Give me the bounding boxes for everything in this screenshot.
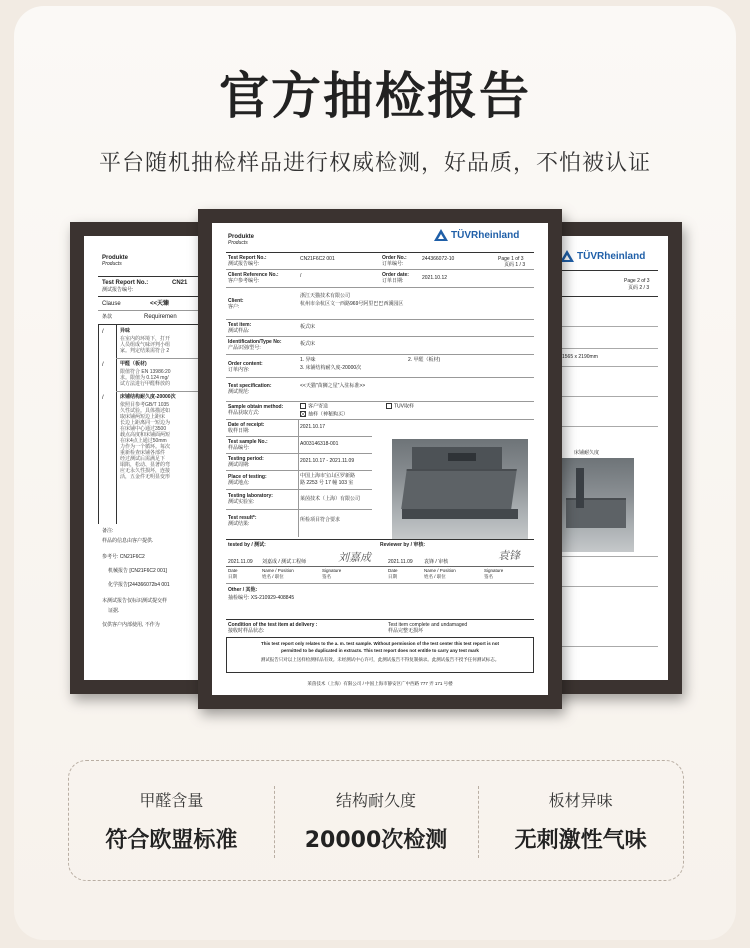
review-date: 2021.11.09	[388, 559, 413, 565]
page-subtitle: 平台随机抽检样品进行权威检测，好品质，不怕被认证	[98, 151, 651, 176]
left-report-no-label: Test Report No.:	[102, 280, 149, 286]
item-cn: 测试样品:	[228, 328, 250, 334]
left-note-1: 参考号: CN21F6C2	[102, 554, 145, 560]
condition-value: Test item complete and undamaged	[388, 622, 468, 628]
client-value: 浙江天猫技术有限公司	[300, 293, 351, 299]
spec-cn: 测试规范:	[228, 389, 250, 395]
feature-odor	[478, 788, 683, 854]
reviewer-signature: 袁锋	[498, 549, 520, 562]
disclaimer-2: permitted to be duplicated in extracts. This test report does not entitle to carry any test mark	[281, 648, 479, 653]
right-photo-caption: 床铺耐久度	[574, 450, 600, 456]
name-cn-1: 姓名 / 职位	[262, 574, 284, 579]
page-number-cn: 页码 1 / 3	[504, 262, 526, 268]
order-content-1: 1. 异味	[300, 357, 316, 363]
period-label: Testing period:	[228, 456, 264, 462]
sign-label-1: Signature	[322, 568, 342, 573]
spec-label: Test specification:	[228, 383, 272, 389]
date-cn-2: 日期	[388, 574, 397, 579]
result-value: 所检项目符合要求	[300, 517, 341, 523]
name-label-2: Name / Position	[424, 568, 456, 573]
order-content-3: 3. 床铺结构耐久度-20000次	[300, 365, 362, 371]
place-value-2: 路 2253 号 17 幢 103 室	[300, 480, 354, 486]
obtain-cn: 样品获取方式:	[228, 410, 260, 416]
right-bed-photo	[562, 458, 634, 552]
feature-value: 无刺激性气味	[514, 827, 647, 853]
item-label: Test item:	[228, 322, 252, 328]
tested-date: 2021.11.09	[228, 559, 253, 565]
date-label-1: Date	[228, 568, 238, 573]
obtain-option-1: 客户寄送	[300, 403, 328, 409]
left-quote: <<天臻	[150, 301, 170, 307]
feature-value: 20000次检测	[304, 827, 448, 853]
report-no-cn: 测试报告编号:	[228, 261, 260, 267]
order-date-value: 2021.10.12	[422, 275, 448, 281]
left-notes-label: 备注:	[102, 528, 114, 534]
date-label-2: Date	[388, 568, 398, 573]
report-no-label: Test Report No.:	[228, 255, 267, 261]
left-note-0: 样品的信息由客户提供.	[102, 538, 154, 544]
sign-label-2: Signature	[484, 568, 504, 573]
page-title: 官方抽检报告	[219, 67, 531, 125]
place-cn: 测试地点:	[228, 480, 250, 486]
right-brand: TÜVRheinland	[577, 250, 646, 262]
left-note-4: 本测试报告仅标识测试提交样	[102, 598, 168, 604]
period-cn: 测试周期:	[228, 462, 250, 468]
left-r1: 异味	[120, 328, 131, 334]
order-content-2: 2. 甲醛（板材)	[408, 357, 441, 363]
feature-label: 板材异味	[548, 790, 613, 810]
reviewer-by-label: Reviewer by / 审核:	[380, 542, 426, 548]
result-label: Test result*:	[228, 515, 257, 521]
left-clause: Clause	[102, 301, 121, 307]
center-header2: Products	[228, 240, 248, 246]
client-ref-value: /	[300, 273, 302, 279]
condition-cn: 接收时样品状态:	[228, 628, 265, 634]
left-report-no-value: CN21	[172, 280, 188, 286]
feature-value: 符合欧盟标准	[105, 827, 238, 853]
other-label: Other / 其他:	[228, 587, 258, 593]
disclaimer-3: 测试报告只对以上送样检测样品有效。未经测试中心许可，此测试报告不得复制摘录。此测试报告不授予任何测试标志。	[260, 657, 500, 662]
name-label-1: Name / Position	[262, 568, 294, 573]
client-cn: 客户:	[228, 304, 240, 310]
bed-sample-photo	[392, 439, 528, 539]
review-name: 袁锋 / 审核	[424, 559, 449, 565]
tested-name: 刘嘉成 / 测试工程师	[262, 559, 307, 565]
left-note-5: 证据.	[108, 608, 120, 614]
sign-cn-1: 签名	[322, 574, 331, 579]
left-report-paper: Produkte Products Test Report No.: CN21 测试报告编号: Clause <<天臻 条款 Requiremen / 异味 在室内的环境下，打开 人员组成气味评判小组 家。判定结果需符合 2 / 甲醛（板材) 限值符合 EN 13986:20 求。限值为 0.124 mg/ 试方法进行甲醛释放的 / 床铺结构耐久度-20000次 依照目参考GB/T 1035 久性试验。具体描述如 取床铺两短边上距床 长边上距离同一短边为 在床铺中心通过3500 载点高度和床铺面两短 在床4点上通过50mm 力作为一个循环。每次 重新检查床铺各部件 经过测试后需满足下 塌陷，松动、显著的弯 应无永久性损坏，连接 活，五金件无明显变形 备注: 样品的信息由客户提供. 参考号: CN21F6C2 机械报告 [CN21F6C2 001] 化学报告[244366072b4 001 本测试报告仅标识测试提交样 证据. 仅供客户内部使用, 不作为	[84, 236, 220, 680]
lab-label: Testing laboratory:	[228, 493, 273, 499]
left-r3: 床铺结构耐久度-20000次	[120, 394, 176, 400]
ident-cn: 产品识别/型号:	[228, 345, 261, 351]
feature-formaldehyde	[69, 788, 274, 854]
client-ref-label: Client Reference No.:	[228, 272, 279, 278]
tuv-triangle-icon	[560, 250, 574, 262]
report-footer: 莱茵技术（上海）有限公司 / 中国上海市静安区广中西路 777 弄 171 号楼	[307, 681, 453, 686]
right-size: 1565 x 2190mm	[562, 354, 598, 360]
place-label: Place of testing:	[228, 474, 267, 480]
left-note-3: 化学报告[244366072b4 001	[108, 582, 170, 588]
place-value: 中国上海市宝山区罗新路	[300, 473, 356, 479]
feature-durability	[274, 788, 479, 854]
tested-by-label: tested by / 测试:	[228, 542, 266, 548]
spec-value: <<天猫"苗狮之星"入驻标准>>	[300, 383, 366, 389]
client-address: 杭州市余杭区文一西路969号阿里巴巴西溪园区	[300, 301, 404, 307]
order-date-cn: 订单日期:	[382, 278, 404, 284]
right-page: Page 2 of 3	[624, 278, 650, 284]
item-value: 板式床	[300, 324, 316, 330]
left-header: Produkte	[102, 255, 129, 261]
feature-label: 结构耐久度	[336, 790, 417, 810]
report-no-value: CN21F6C2 001	[300, 256, 335, 262]
right-tuv-logo	[560, 250, 645, 262]
date-cn-1: 日期	[228, 574, 237, 579]
obtain-option-2: 抽样（神秘购买）	[300, 411, 348, 417]
center-tuv-logo	[434, 229, 519, 241]
sample-value: A003146318-001	[300, 441, 339, 447]
order-content-cn: 订单内容:	[228, 367, 250, 373]
client-ref-cn: 客户参考编号:	[228, 278, 260, 284]
other-value: 抽检编号: XS-210929-408845	[228, 595, 295, 601]
lab-value: 莱茵技术（上海）有限公司	[300, 496, 361, 502]
order-no-value: 244366072-10	[422, 256, 455, 262]
tester-signature: 刘嘉成	[338, 551, 371, 564]
receipt-cn: 收样日期:	[228, 428, 250, 434]
lab-cn: 测试实验室:	[228, 499, 255, 505]
left-report-no-cn: 测试报告编号:	[102, 287, 134, 293]
features-panel	[68, 760, 684, 881]
center-header: Produkte	[228, 234, 255, 240]
right-page-cn: 页码 2 / 3	[628, 285, 650, 291]
condition-value-cn: 样品完整无损坏	[388, 628, 424, 634]
left-note-2: 机械报告 [CN21F6C2 001]	[108, 568, 167, 574]
receipt-label: Date of receipt:	[228, 422, 265, 428]
obtain-option-3: TUV取样	[386, 403, 414, 409]
order-content-label: Order content:	[228, 361, 263, 367]
center-brand: TÜVRheinland	[451, 229, 520, 241]
tuv-triangle-icon	[434, 229, 448, 241]
left-requirement: Requiremen	[144, 314, 177, 320]
receipt-value: 2021.10.17	[300, 424, 326, 430]
period-value: 2021.10.17 - 2021.11.09	[300, 458, 355, 464]
sign-cn-2: 签名	[484, 574, 493, 579]
left-header2: Products	[102, 261, 122, 267]
condition-label: Condition of the test item at delivery :	[228, 622, 318, 628]
sample-cn: 样品编号:	[228, 445, 250, 451]
center-report-paper	[212, 223, 548, 695]
left-note-6: 仅供客户内部使用, 不作为	[102, 622, 160, 628]
client-label: Client:	[228, 298, 244, 304]
disclaimer-1: This test report only relates to the a. m. test sample. Without permission of the test center this test report is not	[260, 641, 499, 646]
result-cn: 测试结果:	[228, 521, 250, 527]
order-date-label: Order date:	[382, 272, 409, 278]
feature-label: 甲醛含量	[139, 790, 204, 810]
order-no-cn: 订单编号:	[382, 261, 404, 267]
left-r2: 甲醛（板材)	[120, 361, 147, 367]
center-report-frame	[198, 209, 562, 709]
ident-value: 板式床	[300, 341, 316, 347]
obtain-label: Sample obtain method:	[228, 404, 284, 410]
sample-label: Test sample No.:	[228, 439, 268, 445]
left-clause-cn: 条款	[102, 314, 113, 320]
name-cn-2: 姓名 / 职位	[424, 574, 446, 579]
ident-label: Identification/Type No:	[228, 339, 282, 345]
order-no-label: Order No.:	[382, 255, 407, 261]
page-number: Page 1 of 3	[498, 256, 524, 262]
